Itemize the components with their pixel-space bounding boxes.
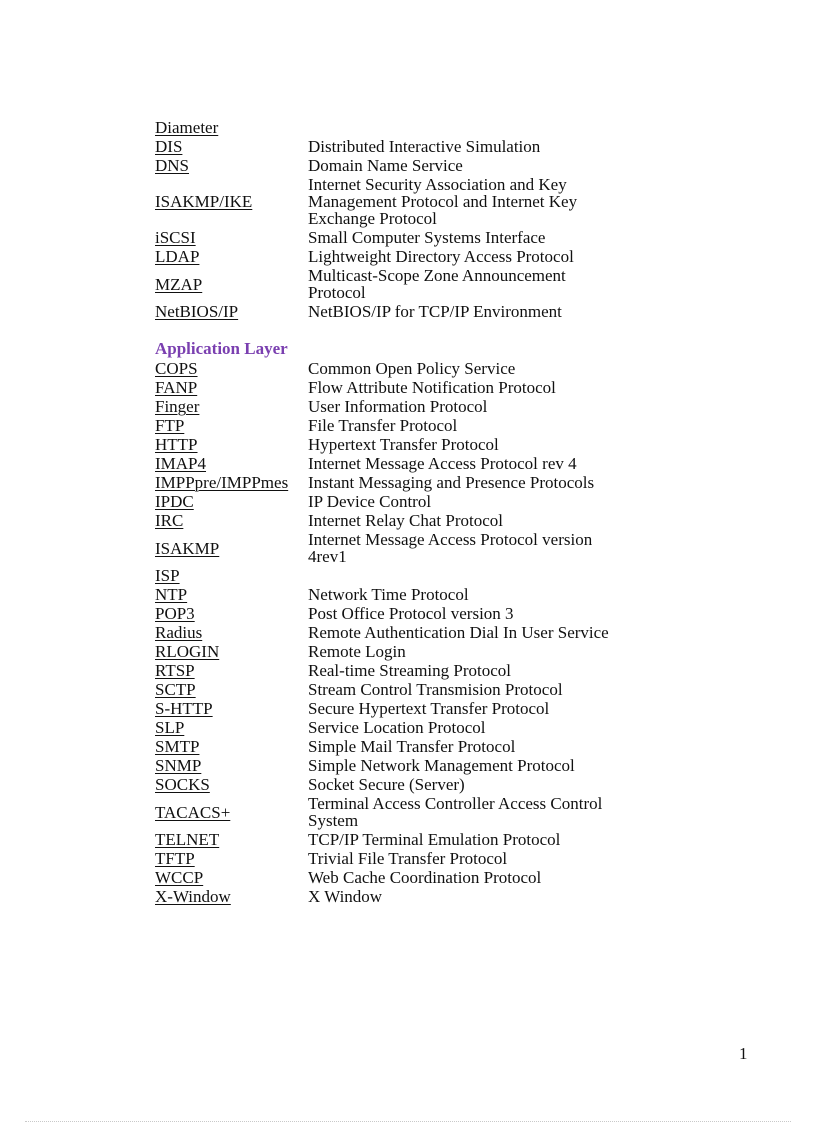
protocol-description: Service Location Protocol xyxy=(308,718,486,737)
protocol-abbreviation-link[interactable]: IRC xyxy=(155,511,184,530)
protocol-abbreviation-link[interactable]: ISP xyxy=(155,566,180,585)
protocol-description: Internet Message Access Protocol version 4rev1 xyxy=(308,530,593,566)
protocol-abbreviation-link[interactable]: Finger xyxy=(155,397,200,416)
protocol-description: Multicast-Scope Zone Announcement Protocol xyxy=(308,266,566,302)
protocol-row xyxy=(155,138,675,155)
protocol-abbreviation-link[interactable]: LDAP xyxy=(155,247,200,266)
protocol-abbreviation-link[interactable]: SOCKS xyxy=(155,775,210,794)
protocol-row xyxy=(155,700,675,717)
protocol-row xyxy=(155,303,675,320)
protocol-abbreviation-link[interactable]: SLP xyxy=(155,718,185,737)
protocol-description: Remote Authentication Dial In User Service xyxy=(308,623,609,642)
protocol-abbreviation-link[interactable]: TFTP xyxy=(155,849,195,868)
protocol-row xyxy=(155,267,675,301)
protocol-abbreviation-link[interactable]: ISAKMP xyxy=(155,538,220,558)
protocol-row xyxy=(155,229,675,246)
protocol-row xyxy=(155,157,675,174)
protocol-abbreviation-link[interactable]: TELNET xyxy=(155,830,220,849)
protocol-description: Simple Mail Transfer Protocol xyxy=(308,737,516,756)
protocol-row xyxy=(155,586,675,603)
section-heading: Application Layer xyxy=(155,339,288,358)
protocol-description: TCP/IP Terminal Emulation Protocol xyxy=(308,830,561,849)
protocol-row xyxy=(155,643,675,660)
protocol-description: Terminal Access Controller Access Control System xyxy=(308,794,603,830)
protocol-row xyxy=(155,436,675,453)
protocol-row xyxy=(155,455,675,472)
protocol-description: Socket Secure (Server) xyxy=(308,775,465,794)
protocol-description: NetBIOS/IP for TCP/IP Environment xyxy=(308,302,562,321)
protocol-abbreviation-link[interactable]: IMAP4 xyxy=(155,454,207,473)
protocol-row xyxy=(155,360,675,377)
protocol-abbreviation-link[interactable]: FTP xyxy=(155,416,185,435)
protocol-abbreviation-link[interactable]: SCTP xyxy=(155,680,196,699)
protocol-row xyxy=(155,850,675,867)
protocol-abbreviation-link[interactable]: TACACS+ xyxy=(155,802,231,822)
protocol-abbreviation-link[interactable]: HTTP xyxy=(155,435,198,454)
protocol-abbreviation-link[interactable]: FANP xyxy=(155,378,198,397)
protocol-description: Distributed Interactive Simulation xyxy=(308,137,541,156)
protocol-list xyxy=(155,119,675,907)
protocol-abbreviation-link[interactable]: COPS xyxy=(155,359,198,378)
protocol-abbreviation-link[interactable]: DNS xyxy=(155,156,190,175)
protocol-description: Small Computer Systems Interface xyxy=(308,228,546,247)
protocol-description: File Transfer Protocol xyxy=(308,416,458,435)
protocol-abbreviation-link[interactable]: X-Window xyxy=(155,887,231,906)
protocol-abbreviation-link[interactable]: S-HTTP xyxy=(155,699,213,718)
protocol-description: Stream Control Transmision Protocol xyxy=(308,680,563,699)
protocol-row xyxy=(155,474,675,491)
protocol-abbreviation-link[interactable]: NTP xyxy=(155,585,188,604)
protocol-abbreviation-link[interactable]: RTSP xyxy=(155,661,195,680)
protocol-row xyxy=(155,662,675,679)
protocol-abbreviation-link[interactable]: RLOGIN xyxy=(155,642,220,661)
protocol-abbreviation-link[interactable]: Diameter xyxy=(155,118,219,137)
protocol-description: Hypertext Transfer Protocol xyxy=(308,435,499,454)
protocol-description: Lightweight Directory Access Protocol xyxy=(308,247,574,266)
protocol-abbreviation-link[interactable]: iSCSI xyxy=(155,228,196,247)
protocol-row xyxy=(155,248,675,265)
protocol-row xyxy=(155,398,675,415)
protocol-description: Internet Message Access Protocol rev 4 xyxy=(308,454,577,473)
protocol-description: Flow Attribute Notification Protocol xyxy=(308,378,556,397)
protocol-row xyxy=(155,776,675,793)
protocol-abbreviation-link[interactable]: SMTP xyxy=(155,737,200,756)
protocol-row xyxy=(155,888,675,905)
protocol-description: Post Office Protocol version 3 xyxy=(308,604,514,623)
protocol-description: Web Cache Coordination Protocol xyxy=(308,868,542,887)
protocol-description: IP Device Control xyxy=(308,492,432,511)
protocol-description: Real-time Streaming Protocol xyxy=(308,661,512,680)
protocol-description: Remote Login xyxy=(308,642,406,661)
protocol-row xyxy=(155,379,675,396)
protocol-abbreviation-link[interactable]: WCCP xyxy=(155,868,204,887)
protocol-row xyxy=(155,176,675,227)
page-bottom-divider xyxy=(25,1121,791,1122)
protocol-row xyxy=(155,417,675,434)
protocol-row xyxy=(155,738,675,755)
protocol-abbreviation-link[interactable]: ISAKMP/IKE xyxy=(155,192,253,211)
protocol-row xyxy=(155,531,675,565)
protocol-row xyxy=(155,831,675,848)
protocol-row xyxy=(155,681,675,698)
protocol-abbreviation-link[interactable]: IPDC xyxy=(155,492,194,511)
page-number: 1 xyxy=(739,1044,748,1063)
protocol-description: Internet Relay Chat Protocol xyxy=(308,511,503,530)
protocol-abbreviation-link[interactable]: Radius xyxy=(155,623,203,642)
protocol-description: Internet Security Association and Key Management Protocol and Internet Key Exchange Protocol xyxy=(308,175,578,228)
protocol-description: User Information Protocol xyxy=(308,397,488,416)
protocol-row xyxy=(155,795,675,829)
protocol-abbreviation-link[interactable]: DIS xyxy=(155,137,183,156)
protocol-description: Trivial File Transfer Protocol xyxy=(308,849,508,868)
protocol-row xyxy=(155,719,675,736)
protocol-row xyxy=(155,869,675,886)
protocol-row xyxy=(155,493,675,510)
protocol-description: Instant Messaging and Presence Protocols xyxy=(308,473,595,492)
protocol-description: Secure Hypertext Transfer Protocol xyxy=(308,699,550,718)
protocol-description: Network Time Protocol xyxy=(308,585,469,604)
protocol-row xyxy=(155,512,675,529)
protocol-abbreviation-link[interactable]: IMPPpre/IMPPmes xyxy=(155,473,289,492)
protocol-abbreviation-link[interactable]: NetBIOS/IP xyxy=(155,302,239,321)
protocol-description: Simple Network Management Protocol xyxy=(308,756,575,775)
protocol-row xyxy=(155,605,675,622)
protocol-row xyxy=(155,624,675,641)
protocol-description: X Window xyxy=(308,887,383,906)
protocol-row xyxy=(155,119,675,136)
protocol-abbreviation-link[interactable]: SNMP xyxy=(155,756,202,775)
protocol-abbreviation-link[interactable]: MZAP xyxy=(155,274,203,294)
protocol-description: Common Open Policy Service xyxy=(308,359,516,378)
protocol-row xyxy=(155,757,675,774)
protocol-row xyxy=(155,567,675,584)
protocol-abbreviation-link[interactable]: POP3 xyxy=(155,604,195,623)
protocol-description: Domain Name Service xyxy=(308,156,463,175)
